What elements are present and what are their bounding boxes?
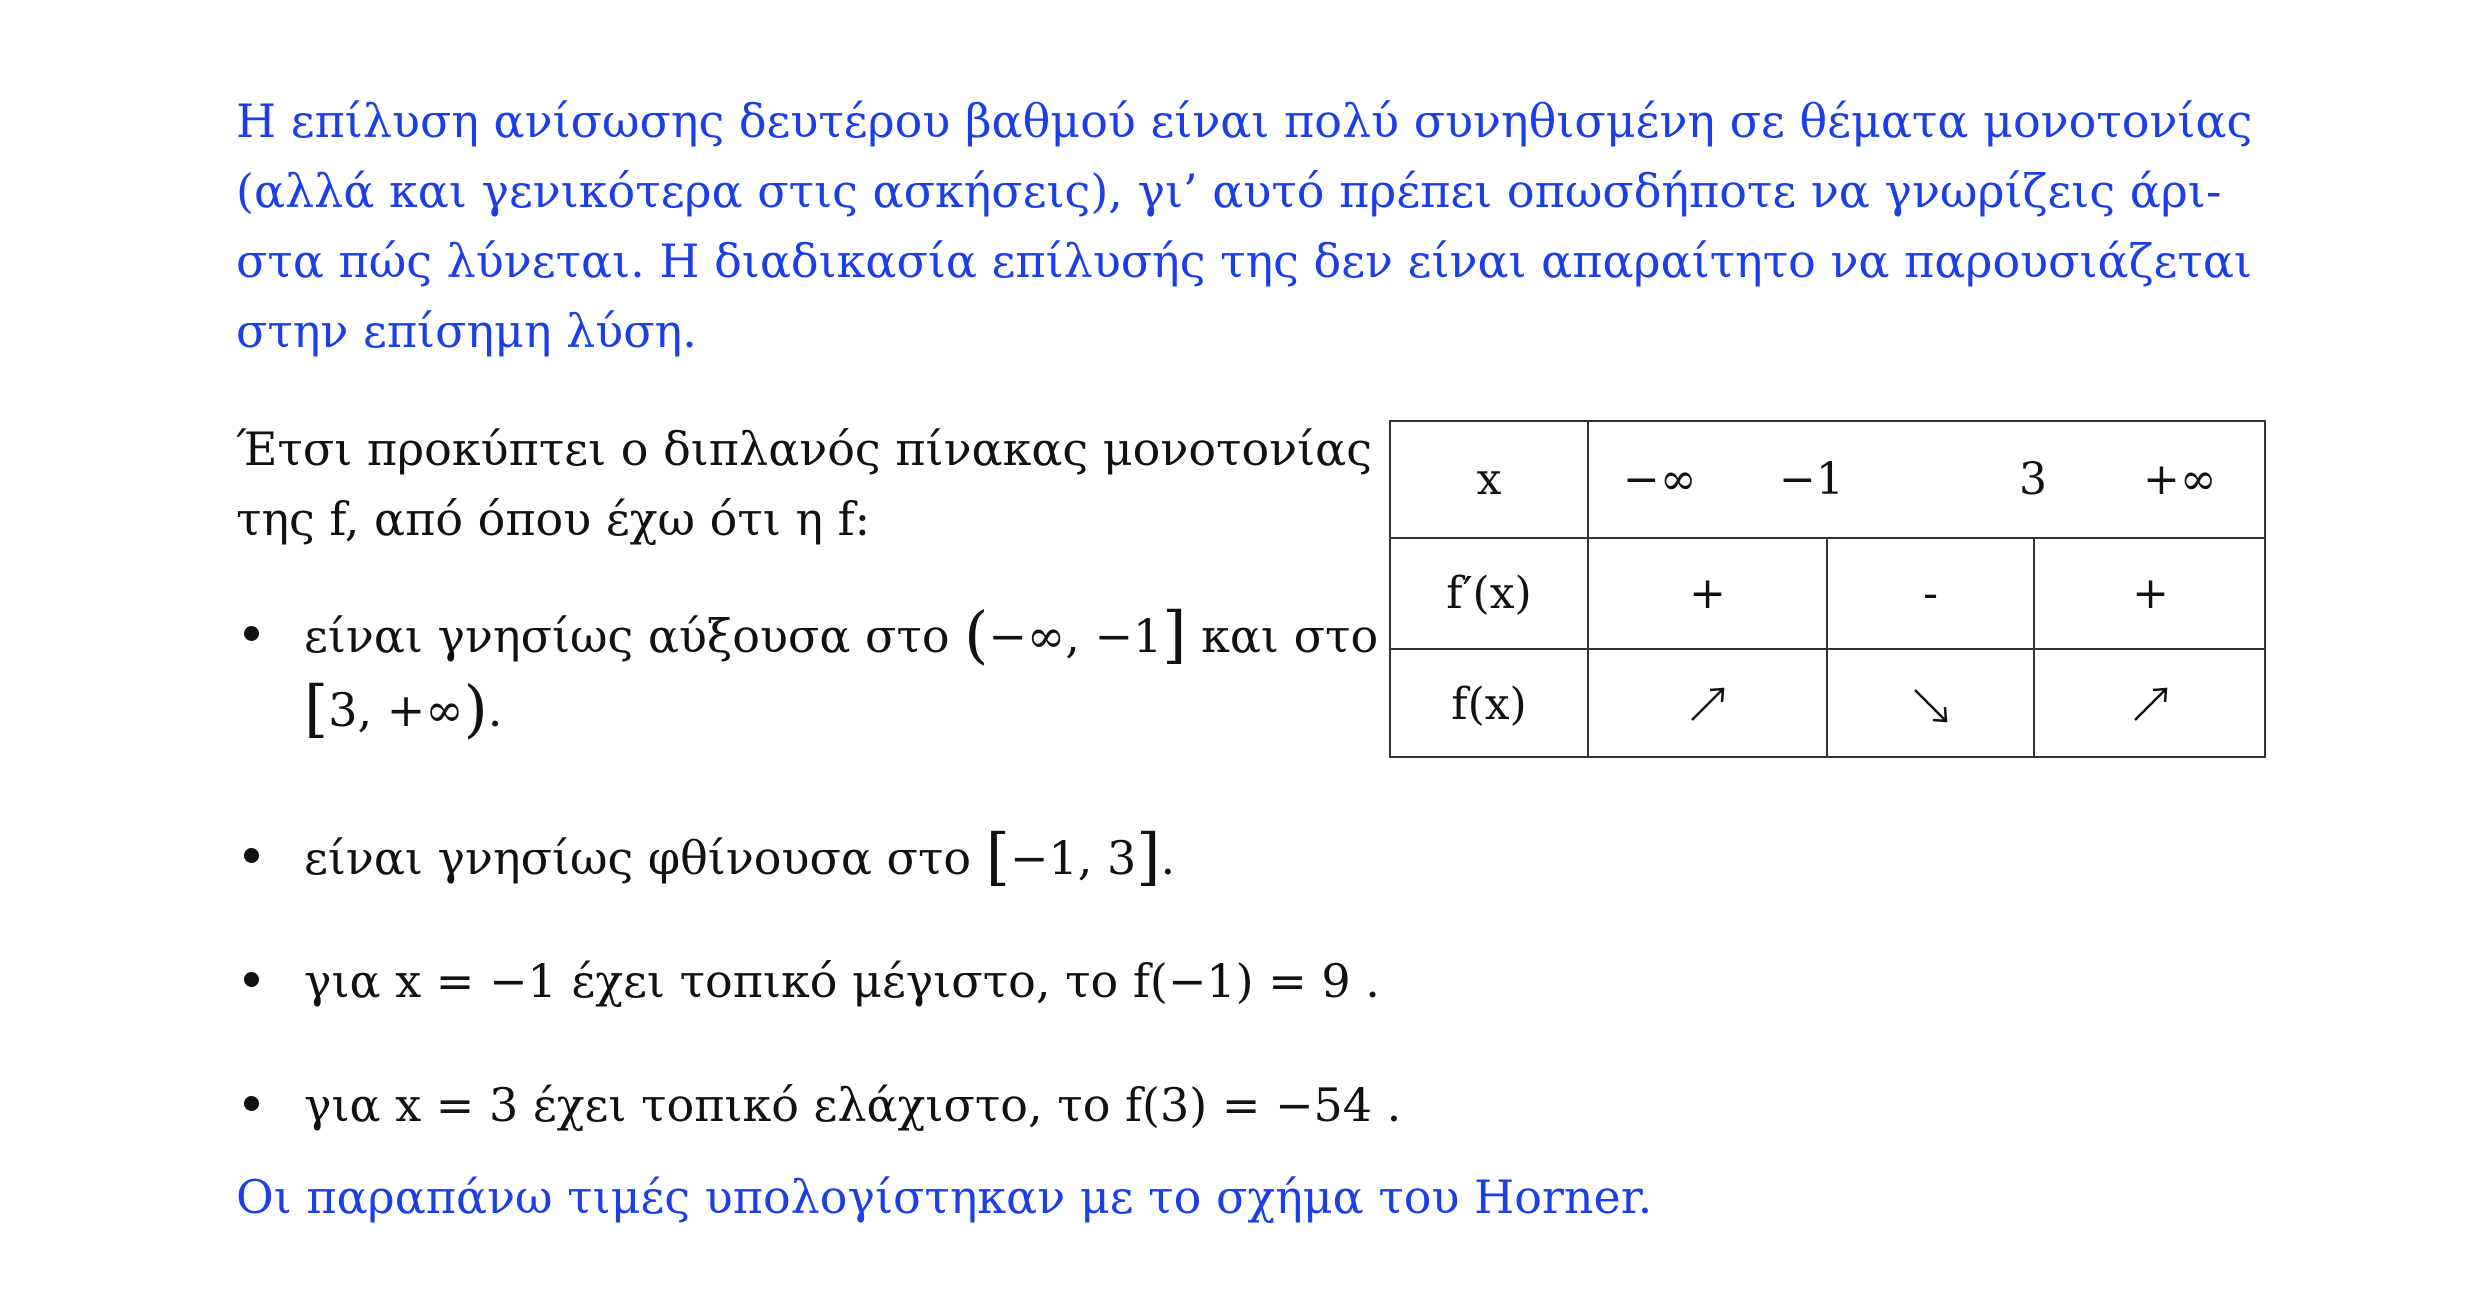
bullet-icon bbox=[244, 972, 259, 987]
bullet-icon bbox=[244, 848, 259, 863]
point-minus-one: −1 bbox=[1779, 454, 1844, 505]
sign-interval-2: - bbox=[1923, 568, 1938, 619]
point-plus-infinity: +∞ bbox=[2143, 454, 2217, 505]
increasing-arrow-icon bbox=[1589, 650, 1826, 758]
outro-paragraph: Οι παραπάνω τιμές υπολογίστηκαν με το σχήμα του Horner. bbox=[236, 1170, 1653, 1224]
bullet-end: . bbox=[1160, 831, 1176, 885]
lead-paragraph bbox=[236, 414, 1386, 554]
bullet-text: και στο bbox=[1186, 609, 1379, 663]
bullet-text: για x = −1 έχει τοπικό μέγιστο, το f(−1) = 9 . bbox=[304, 954, 1380, 1008]
interval-text: −1, 3 bbox=[1009, 831, 1137, 885]
bullet-text: για x = 3 έχει τοπικό ελάχιστο, το f(3) = −54 . bbox=[304, 1078, 1402, 1132]
bullet-icon bbox=[244, 1096, 259, 1111]
decreasing-arrow-icon bbox=[1828, 650, 2033, 758]
table-row-derivative bbox=[1391, 539, 2264, 650]
point-minus-infinity: −∞ bbox=[1623, 454, 1697, 505]
interval-text: 3, +∞ bbox=[328, 683, 464, 737]
intro-line-1: Η επίλυση ανίσωσης δευτέρου βαθμού είναι πολύ συνηθισμένη σε θέματα μονοτονίας bbox=[236, 94, 2253, 148]
increasing-arrow-icon bbox=[2035, 650, 2266, 758]
row-label-x: x bbox=[1476, 454, 1502, 505]
lead-line-2: της f, από όπου έχω ότι η f: bbox=[236, 492, 871, 546]
interval-text: −∞, −1 bbox=[988, 609, 1163, 663]
point-three: 3 bbox=[2019, 454, 2047, 505]
bullet-text: είναι γνησίως αύξουσα στο bbox=[304, 609, 965, 663]
intro-paragraph bbox=[236, 86, 2253, 366]
row-label-derivative: f′(x) bbox=[1446, 568, 1532, 619]
sign-interval-1: + bbox=[1689, 568, 1726, 619]
sign-interval-3: + bbox=[2132, 568, 2169, 619]
row-label-function: f(x) bbox=[1451, 678, 1527, 730]
table-row-function bbox=[1391, 650, 2264, 758]
bullet-end: . bbox=[487, 683, 503, 737]
intro-line-4: στην επίσημη λύση. bbox=[236, 304, 697, 358]
bullet-text: είναι γνησίως φθίνουσα στο bbox=[304, 831, 986, 885]
intro-line-3: στα πώς λύνεται. Η διαδικασία επίλυσής της δεν είναι απαραίτητο να παρουσιάζεται bbox=[236, 234, 2252, 288]
bullet-icon bbox=[244, 626, 259, 641]
intro-line-2: (αλλά και γενικότερα στις ασκήσεις), γι’ αυτό πρέπει οπωσδήποτε να γνωρίζεις άρι- bbox=[236, 164, 2222, 218]
table-row-x bbox=[1391, 422, 2264, 539]
lead-line-1: Έτσι προκύπτει ο διπλανός πίνακας μονοτονίας bbox=[236, 422, 1373, 476]
monotonicity-table bbox=[1389, 420, 2266, 758]
